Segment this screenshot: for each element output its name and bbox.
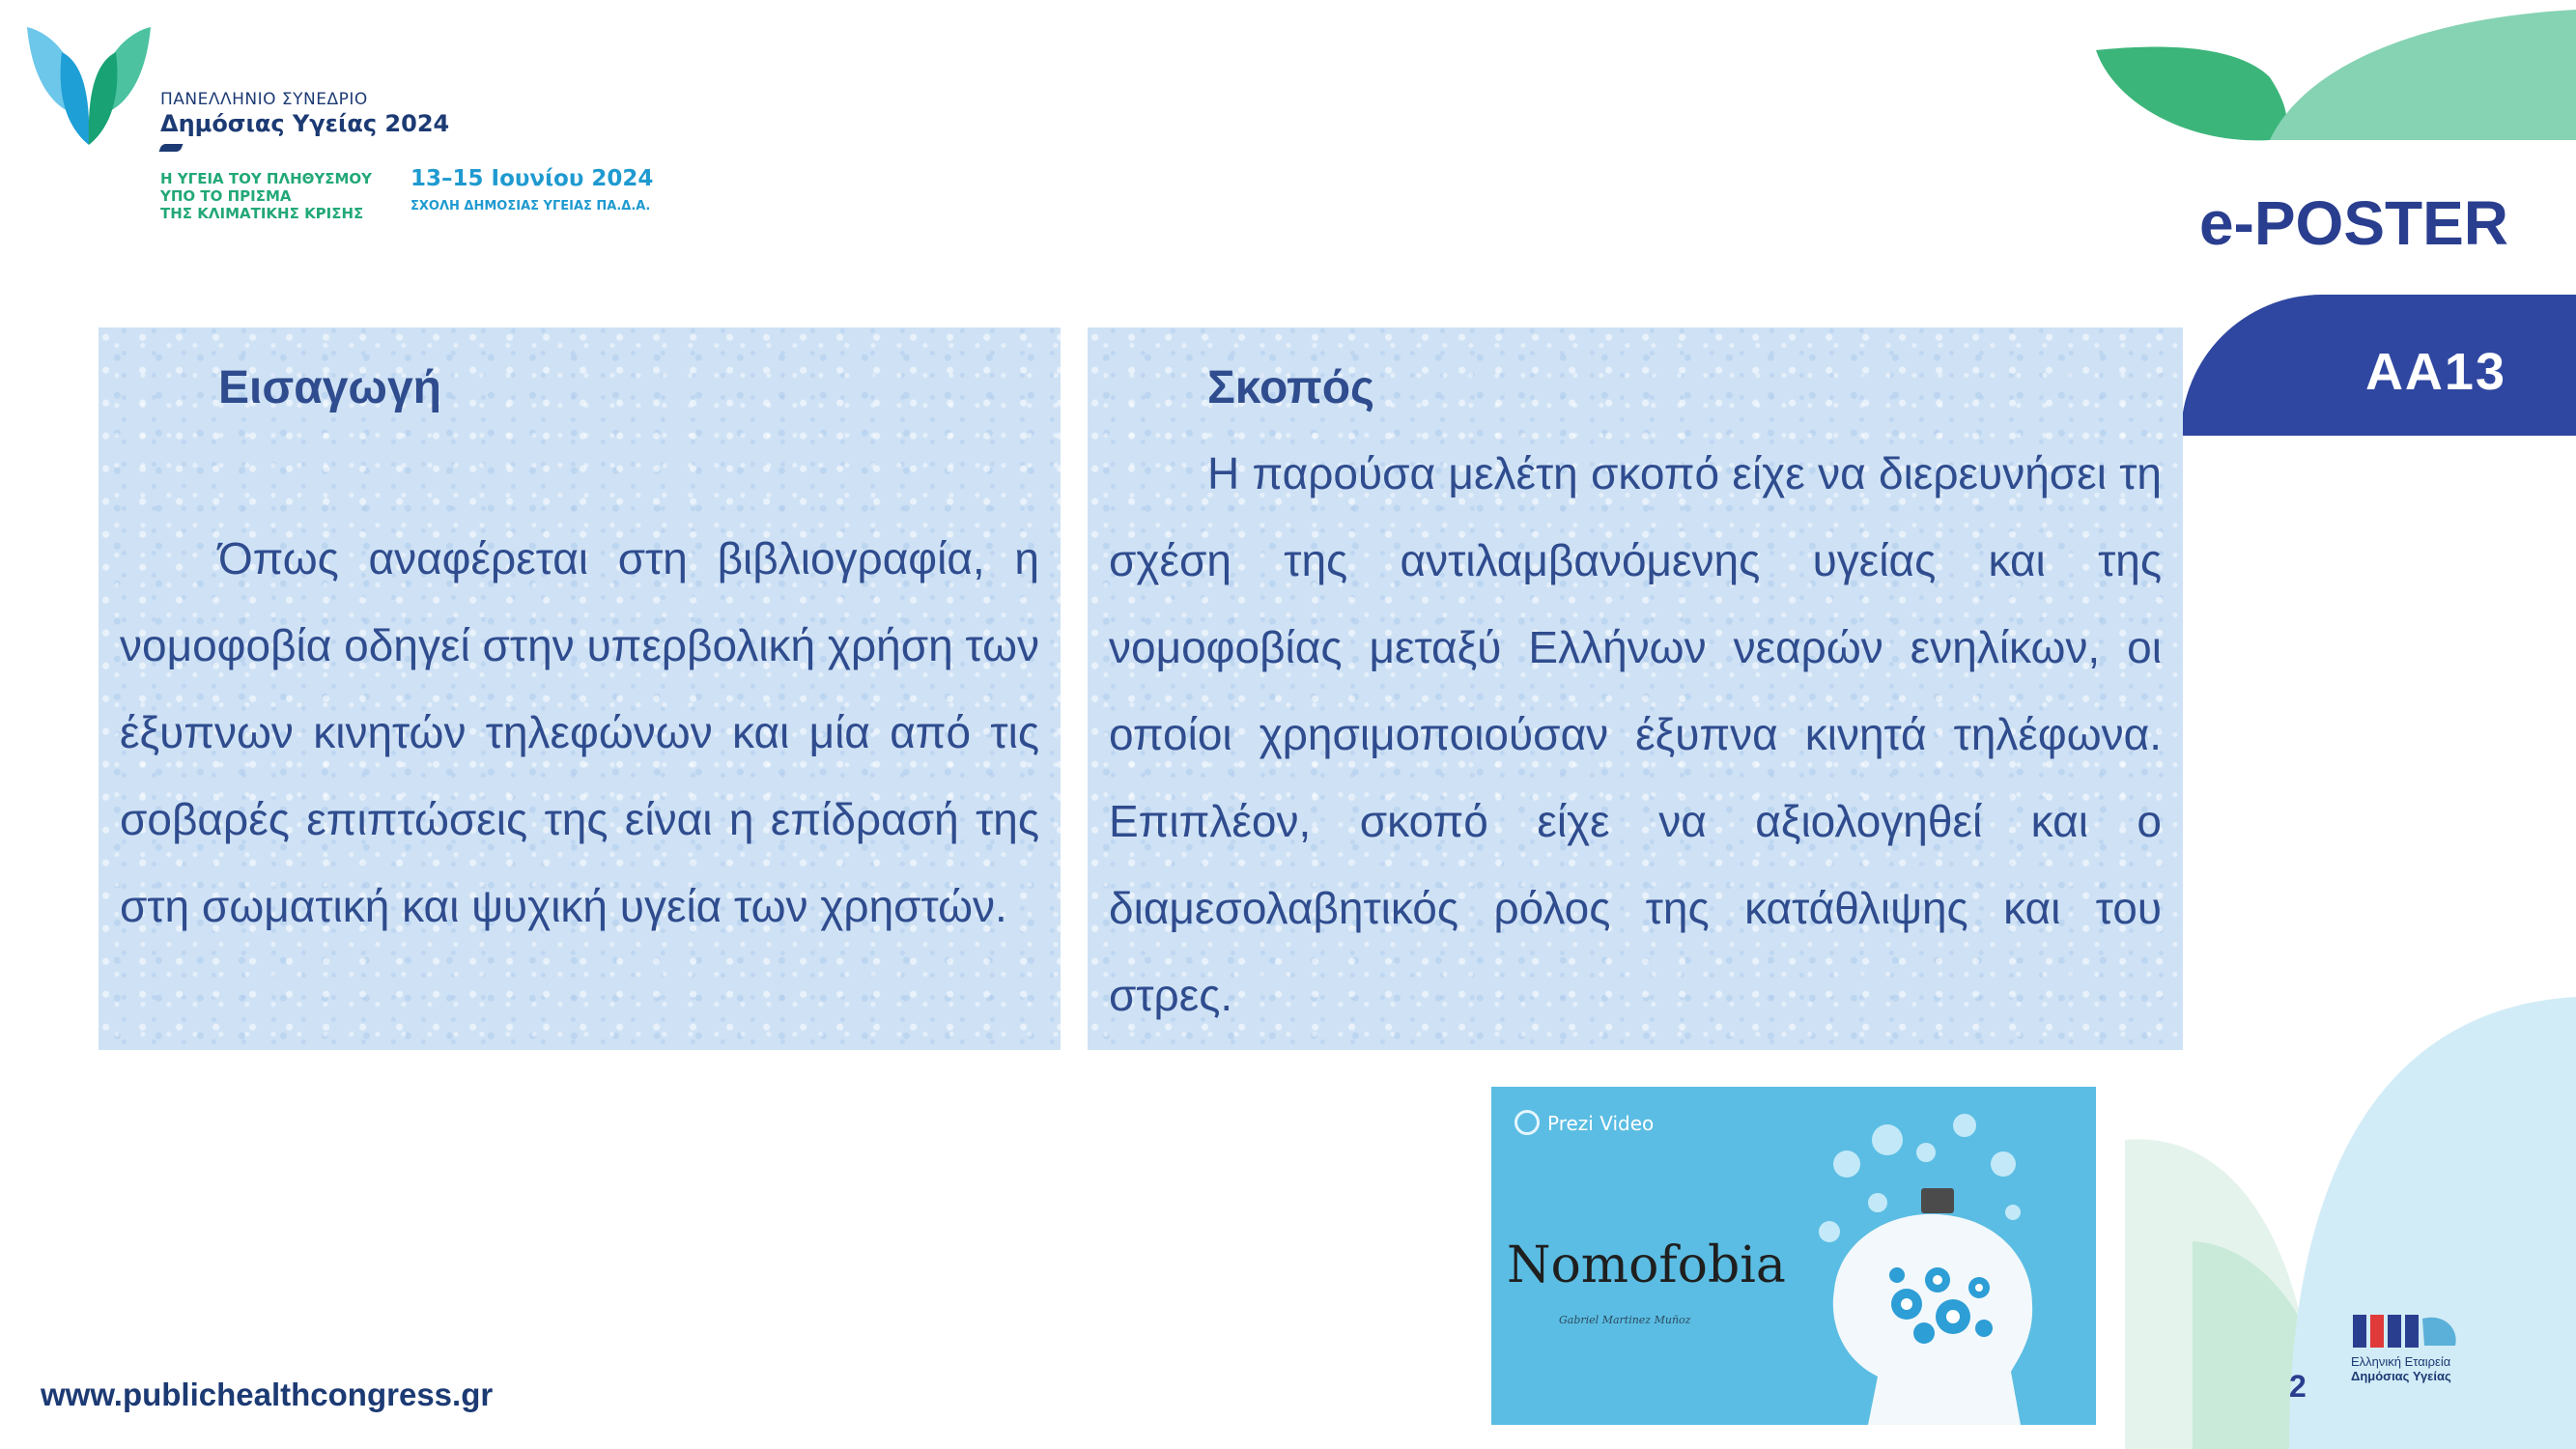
- intro-heading: Εισαγωγή: [218, 362, 441, 413]
- congress-dates: 13–15 Ιουνίου 2024: [410, 166, 654, 191]
- page-number: 2: [2289, 1369, 2307, 1404]
- congress-title: Δημόσιας Υγείας 2024: [160, 110, 450, 137]
- video-title: Nomofobia: [1507, 1236, 1786, 1294]
- poster-code: AA13: [2364, 343, 2506, 401]
- prezi-icon: [1514, 1110, 1540, 1135]
- society-name-line-1: Ελληνική Εταιρεία: [2351, 1354, 2451, 1369]
- theme-line-3: ΤΗΣ ΚΛΙΜΑΤΙΚΗΣ ΚΡΙΣΗΣ: [160, 205, 364, 222]
- congress-theme: [160, 170, 372, 222]
- congress-leaf-logo: [23, 23, 155, 149]
- prezi-video-label: Prezi Video: [1547, 1112, 1655, 1135]
- theme-line-2: ΥΠΟ ΤΟ ΠΡΙΣΜΑ: [160, 187, 292, 205]
- website-link[interactable]: www.publichealthcongress.gr: [41, 1377, 494, 1412]
- head-gears-icon: [1762, 1096, 2096, 1425]
- intro-panel: [99, 327, 1061, 1050]
- aim-heading: Σκοπός: [1207, 362, 1374, 413]
- e-poster-label: e-POSTER: [2198, 188, 2508, 258]
- congress-small-title: ΠΑΝΕΛΛΗΝΙΟ ΣΥΝΕΔΡΙΟ: [160, 90, 368, 109]
- logo-dash: [159, 144, 184, 152]
- top-leaf-decoration: [2077, 0, 2576, 145]
- intro-body: Όπως αναφέρεται στη βιβλιογραφία, η νομοφοβία οδηγεί στην υπερβολική χρήση των έξυπνων κινητών τηλεφώνων και μία από τις σοβαρές επιπτώσεις της είναι η επίδρασή της στη σωματική και ψυχική υγεία των χρηστών.: [120, 533, 1039, 931]
- aim-body: Η παρούσα μελέτη σκοπό είχε να διερευνήσει τη σχέση της αντιλαμβανόμενης υγείας και της νομοφοβίας μεταξύ Ελλήνων νεαρών ενηλίκων, οι οποίοι χρησιμοποιούσαν έξυπνα κινητά τηλέφωνα. Επιπλέον, σκοπό είχε να αξιολογηθεί και ο διαμεσολαβητικός ρόλος της κατάθλιψης και του στρες.: [1109, 448, 2162, 1020]
- video-thumbnail[interactable]: [1491, 1087, 2096, 1425]
- society-name-line-2: Δημόσιας Υγείας: [2351, 1369, 2451, 1383]
- congress-school: ΣΧΟΛΗ ΔΗΜΟΣΙΑΣ ΥΓΕΙΑΣ ΠΑ.Δ.Α.: [410, 199, 651, 213]
- theme-line-1: Η ΥΓΕΙΑ ΤΟΥ ΠΛΗΘΥΣΜΟΥ: [160, 170, 373, 187]
- aim-panel: [1088, 327, 2183, 1050]
- video-author: Gabriel Martinez Muñoz: [1559, 1314, 1691, 1326]
- bottom-leaf-decoration: [2115, 985, 2576, 1449]
